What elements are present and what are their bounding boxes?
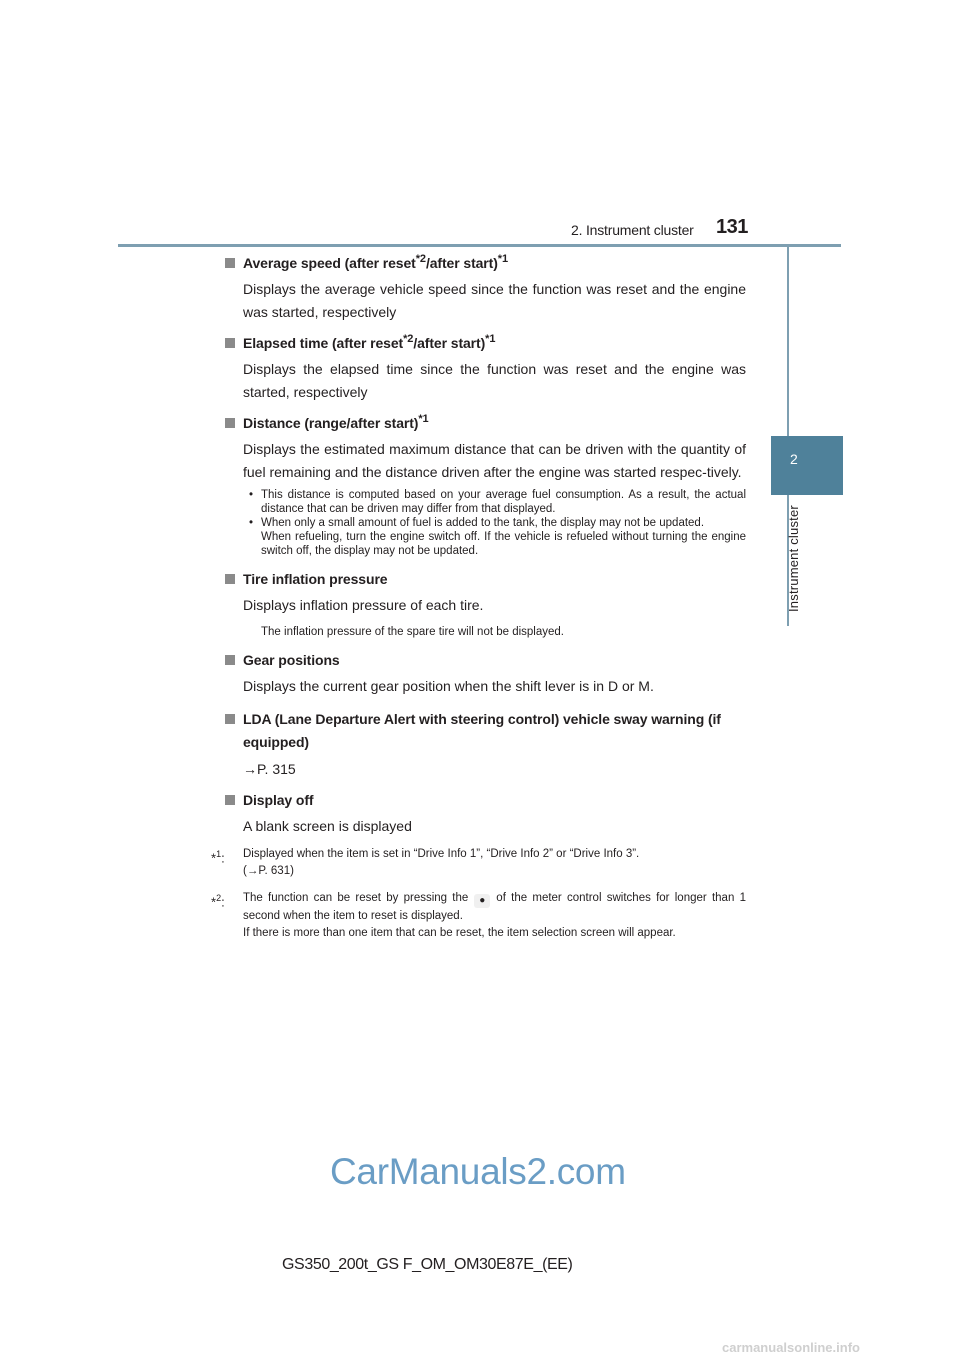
meter-control-button-icon: ● xyxy=(474,894,490,908)
item-average-speed xyxy=(223,252,746,324)
footnote-1: *$^1$: Displayed when the item is set in “Drive Info 1”, “Drive Info 2” or “Drive Info 3”. (→P. 631) xyxy=(211,848,640,877)
square-bullet-icon xyxy=(225,258,235,268)
note-list xyxy=(243,488,746,558)
item-title: Average speed (after reset$^{*2}$/after start)$^{*1}$ xyxy=(223,252,746,274)
item-tire-pressure xyxy=(223,568,746,639)
item-title: Gear positions xyxy=(223,649,746,671)
chapter-tab[interactable] xyxy=(771,436,843,495)
item-title: LDA (Lane Departure Alert with steering control) vehicle sway warning (if equipped) xyxy=(223,708,746,754)
square-bullet-icon xyxy=(225,338,235,348)
header-rule xyxy=(118,244,841,247)
item-title: Display off xyxy=(223,789,746,811)
footnote-mark: *$^2$: xyxy=(211,893,225,910)
footnote-2: *$^2$: The function can be reset by pressing the ● of the meter control switches for longer than 1 second when the item to reset is displayed. If there is more than one item that can be reset, the item selection screen will appear. xyxy=(211,892,746,939)
item-description: Displays the current gear position when the shift lever is in D or M. xyxy=(243,678,654,694)
item-distance xyxy=(223,412,746,558)
list-item: • When only a small amount of fuel is added to the tank, the display may not be updated. xyxy=(249,517,705,529)
square-bullet-icon xyxy=(225,574,235,584)
site-watermark: carmanualsonline.info xyxy=(722,1340,860,1355)
item-description: Displays the elapsed time since the function was reset and the engine was started, respectively xyxy=(243,361,746,400)
watermark-logo: CarManuals2.com xyxy=(330,1151,626,1192)
chapter-tab-label: Instrument cluster xyxy=(786,505,801,612)
item-display-off xyxy=(223,789,746,838)
item-description: Displays the average vehicle speed since the function was reset and the engine was started, respectively xyxy=(243,281,746,320)
page-content xyxy=(211,252,746,942)
document-code: GS350_200t_GS F_OM_OM30E87E_(EE) xyxy=(282,1256,573,1273)
item-description: A blank screen is displayed xyxy=(243,818,412,834)
square-bullet-icon xyxy=(225,795,235,805)
item-elapsed-time xyxy=(223,332,746,404)
footnote-mark: *$^1$: xyxy=(211,849,225,866)
list-item: • This distance is computed based on your average fuel consumption. As a result, the actual distance that can be driven may differ from that displayed. xyxy=(249,489,746,515)
item-description: Displays inflation pressure of each tire. xyxy=(243,597,484,613)
list-item-continuation: When refueling, turn the engine switch off. If the vehicle is refueled without turning the engine switch off, the display may not be updated. xyxy=(261,531,746,557)
item-lda-sway-warning xyxy=(223,708,746,781)
item-title: Elapsed time (after reset$^{*2}$/after start)$^{*1}$ xyxy=(223,332,746,354)
page-reference-link[interactable]: →P. 315 xyxy=(243,761,296,777)
square-bullet-icon xyxy=(225,714,235,724)
item-gear-positions xyxy=(223,649,746,698)
square-bullet-icon xyxy=(225,655,235,665)
item-description: Displays the estimated maximum distance that can be driven with the quantity of fuel remaining and the distance driven after the engine was started respec-tively. xyxy=(243,441,746,480)
section-title: 2. Instrument cluster xyxy=(571,222,694,238)
item-title: Distance (range/after start)$^{*1}$ xyxy=(223,412,746,434)
page-reference-link[interactable]: (→P. 631) xyxy=(243,865,294,877)
square-bullet-icon xyxy=(225,418,235,428)
item-note: The inflation pressure of the spare tire will not be displayed. xyxy=(261,626,564,638)
item-title: Tire inflation pressure xyxy=(223,568,746,590)
page-number: 131 xyxy=(716,216,748,238)
chapter-tab-number: 2 xyxy=(790,451,798,467)
